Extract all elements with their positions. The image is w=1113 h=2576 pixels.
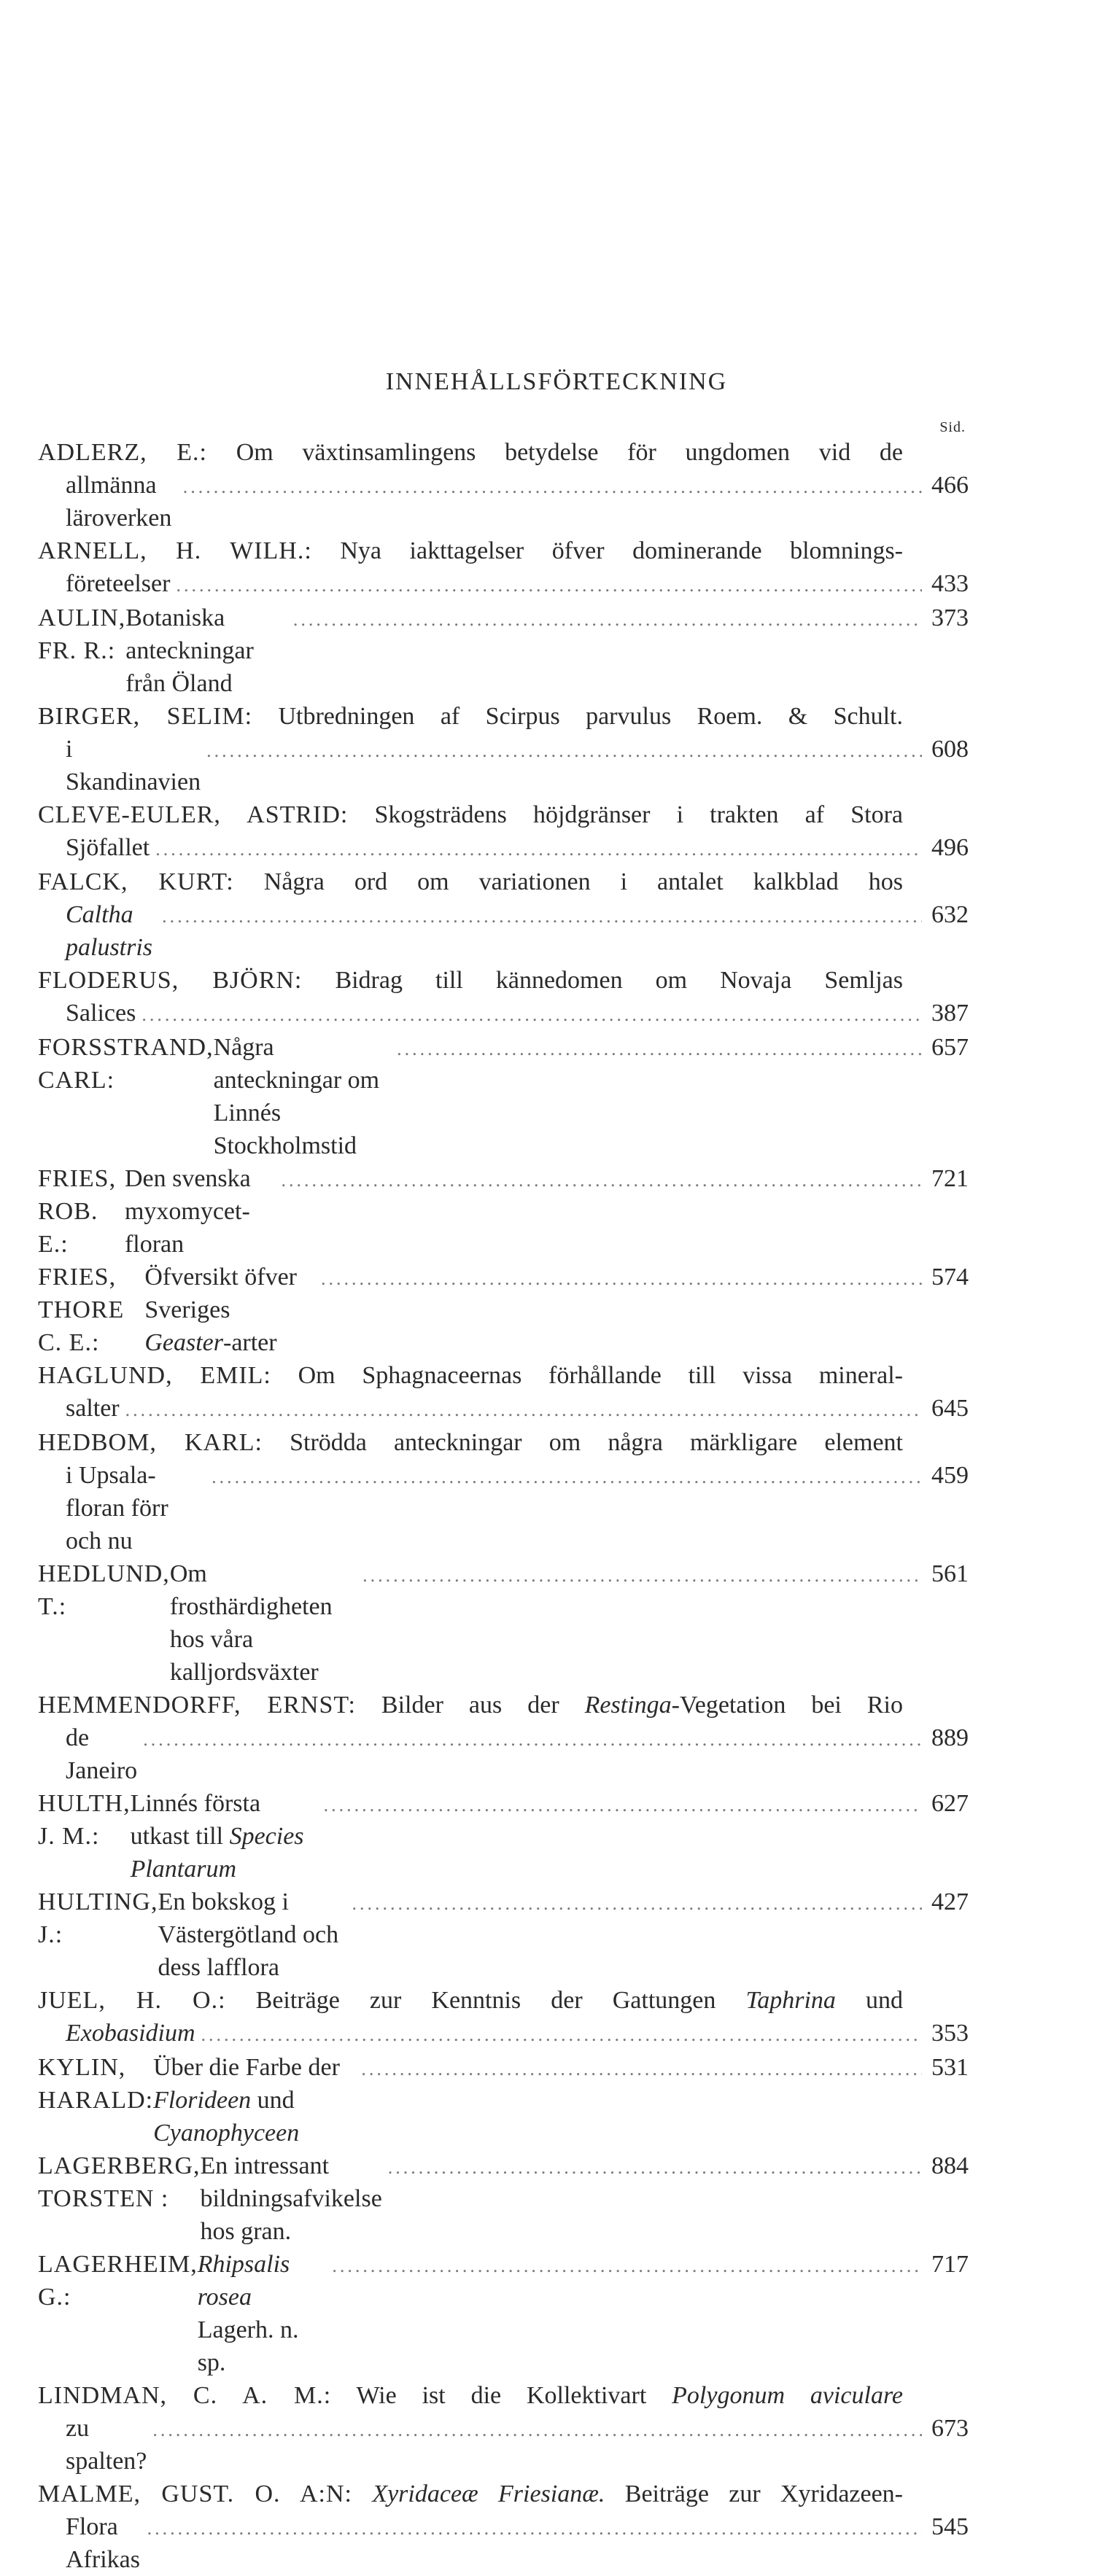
entry-text: En bokskog i Västergötland och dess lafflora bbox=[158, 1888, 339, 1981]
page-column-label: Sid. bbox=[939, 419, 966, 435]
entry-line bbox=[38, 2149, 969, 2248]
entry-text: Salices bbox=[66, 1000, 136, 1027]
entry-text: Exobasidium bbox=[66, 2020, 195, 2047]
entry-text: Restinga bbox=[584, 1692, 672, 1719]
toc-entry bbox=[38, 1689, 969, 1787]
entry-line bbox=[38, 2478, 969, 2510]
entry-line bbox=[38, 469, 969, 534]
dot-leader bbox=[143, 1723, 922, 1756]
entry-title bbox=[131, 1787, 318, 1886]
entry-text: Xyridaceæ Friesianæ. bbox=[372, 2480, 605, 2507]
entry-author: LAGERHEIM, G.: bbox=[38, 2251, 198, 2311]
entry-title bbox=[198, 2248, 327, 2379]
entry-text: Öfversikt öfver Sveriges bbox=[144, 1264, 297, 1323]
entry-text: företeelser bbox=[66, 570, 171, 597]
entry-text: Über die Farbe der bbox=[153, 2054, 340, 2081]
entry-line bbox=[38, 1689, 969, 1721]
entry-text: -Vegetation bei Rio bbox=[671, 1692, 904, 1719]
entry-author: HEDLUND, T.: bbox=[38, 1560, 170, 1620]
dot-leader bbox=[141, 998, 922, 1031]
page-title: INNEHÅLLSFÖRTECKNING bbox=[385, 368, 728, 395]
entry-title bbox=[144, 1261, 315, 1359]
entry-author: BIRGER, SELIM: bbox=[38, 703, 253, 730]
entry-text: i Skandinavien bbox=[66, 736, 201, 795]
entry-line bbox=[38, 2379, 969, 2412]
entry-title bbox=[214, 1031, 392, 1162]
entry-author: HULTH, J. M.: bbox=[38, 1790, 131, 1850]
entry-title bbox=[372, 2480, 903, 2507]
entry-page-number: 889 bbox=[931, 1724, 969, 1751]
entry-page-number: 884 bbox=[931, 2152, 969, 2179]
entry-line bbox=[38, 865, 969, 898]
toc-entry bbox=[38, 2149, 969, 2248]
entry-text: -arter bbox=[223, 1329, 277, 1356]
toc-entry bbox=[38, 534, 969, 602]
entry-line bbox=[38, 2051, 969, 2149]
toc-entry bbox=[38, 1787, 969, 1886]
entry-author: LINDMAN, C. A. M.: bbox=[38, 2382, 332, 2409]
entry-title bbox=[125, 1162, 275, 1261]
entry-text: Taphrina bbox=[745, 1987, 836, 2014]
entry-text: Caltha palustris bbox=[66, 901, 153, 961]
entry-text: zu spalten? bbox=[66, 2415, 147, 2475]
dot-leader bbox=[162, 900, 922, 933]
entry-line bbox=[38, 2412, 969, 2478]
entry-title-continued bbox=[66, 733, 201, 798]
entry-text: salter bbox=[66, 1395, 120, 1422]
entry-page-number: 387 bbox=[931, 1000, 969, 1027]
toc-entry bbox=[38, 798, 969, 865]
dot-leader bbox=[183, 470, 922, 503]
entry-author: JUEL, H. O.: bbox=[38, 1987, 226, 2014]
entry-line bbox=[38, 1426, 969, 1459]
toc-entry bbox=[38, 700, 969, 798]
dot-leader bbox=[321, 1262, 922, 1295]
entry-title bbox=[381, 1692, 903, 1719]
entry-line bbox=[38, 1984, 969, 2017]
entry-text: En intressant bildningsafvikelse hos gran. bbox=[200, 2152, 382, 2245]
entry-text: Linnés första utkast till bbox=[130, 1790, 261, 1850]
toc-entry bbox=[38, 1984, 969, 2051]
toc-entry bbox=[38, 1359, 969, 1426]
entry-author: FLODERUS, BJÖRN: bbox=[38, 967, 303, 994]
entry-page-number: 673 bbox=[931, 2415, 969, 2442]
toc-entry bbox=[38, 1426, 969, 1557]
toc-entry bbox=[38, 1031, 969, 1162]
entry-line bbox=[38, 1721, 969, 1787]
entry-author: ADLERZ, E.: bbox=[38, 439, 208, 466]
entry-text: und bbox=[835, 1987, 904, 2014]
entry-text: Geaster bbox=[144, 1329, 223, 1356]
dot-leader bbox=[293, 603, 922, 636]
entry-page-number: 531 bbox=[931, 2054, 969, 2081]
entry-line bbox=[38, 831, 969, 865]
entry-text: i Upsala-floran förr och nu bbox=[66, 1462, 168, 1554]
entry-line bbox=[38, 2248, 969, 2379]
toc-entry bbox=[38, 865, 969, 964]
entry-line bbox=[38, 964, 969, 997]
entry-page-number: 721 bbox=[931, 1165, 969, 1192]
entry-title: Skogsträdens höjdgränser i trakten af Stora bbox=[374, 801, 903, 828]
entry-title-continued bbox=[66, 898, 156, 964]
entry-line bbox=[38, 436, 969, 469]
entry-title bbox=[125, 602, 287, 700]
entry-text: Bilder aus der bbox=[381, 1692, 585, 1719]
entry-page-number: 373 bbox=[931, 604, 969, 631]
entry-title-continued bbox=[66, 1392, 120, 1425]
entry-line bbox=[38, 2017, 969, 2051]
entry-line bbox=[38, 1162, 969, 1261]
entry-text: Sjöfallet bbox=[66, 834, 150, 861]
entry-page-number: 433 bbox=[931, 570, 969, 597]
toc-entry bbox=[38, 1886, 969, 1984]
entry-author: FRIES, ROB. E.: bbox=[38, 1165, 117, 1258]
entry-line bbox=[38, 1557, 969, 1689]
toc-entry bbox=[38, 964, 969, 1031]
entry-author: FALCK, KURT: bbox=[38, 868, 234, 895]
entry-page-number: 459 bbox=[931, 1462, 969, 1489]
entry-page-number: 466 bbox=[931, 472, 969, 499]
dot-leader bbox=[212, 1460, 922, 1493]
entry-page-number: 717 bbox=[931, 2251, 969, 2278]
entry-text: Botaniska anteckningar från Öland bbox=[125, 604, 254, 697]
entry-title bbox=[256, 1987, 903, 2014]
entry-title bbox=[170, 1557, 357, 1689]
entry-title-continued bbox=[66, 831, 150, 864]
toc-entry bbox=[38, 436, 969, 534]
entry-title bbox=[356, 2382, 903, 2409]
entry-line bbox=[38, 1886, 969, 1984]
entry-text: Florideen bbox=[153, 2087, 252, 2114]
entry-author: HEDBOM, KARL: bbox=[38, 1429, 263, 1456]
dot-leader bbox=[361, 2052, 922, 2085]
entry-text: Några anteckningar om Linnés Stockholmstid bbox=[213, 1034, 380, 1159]
entry-text: Flora Afrikas bbox=[66, 2513, 140, 2573]
entry-author: HEMMENDORFF, ERNST: bbox=[38, 1692, 356, 1719]
entry-title-continued bbox=[66, 2017, 195, 2050]
entry-page-number: 545 bbox=[931, 2513, 969, 2540]
entry-title-continued bbox=[66, 2510, 141, 2576]
entry-text: Rhipsalis rosea bbox=[197, 2251, 290, 2311]
table-of-contents bbox=[38, 436, 969, 2576]
toc-entry bbox=[38, 2478, 969, 2576]
entry-page-number: 496 bbox=[931, 834, 969, 861]
toc-entry bbox=[38, 1162, 969, 1261]
entry-text: Den svenska myxomycet-floran bbox=[124, 1165, 251, 1258]
entry-title: Några ord om variationen i antalet kalkblad hos bbox=[263, 868, 904, 895]
toc-entry bbox=[38, 2051, 969, 2149]
entry-title bbox=[158, 1886, 346, 1984]
dot-leader bbox=[152, 2413, 922, 2446]
entry-line bbox=[38, 534, 969, 567]
entry-text: allmänna läroverken bbox=[66, 472, 172, 532]
entry-page-number: 657 bbox=[931, 1034, 969, 1061]
dot-leader bbox=[281, 1164, 922, 1196]
entry-author: MALME, GUST. O. A:N: bbox=[38, 2480, 352, 2507]
entry-title-continued bbox=[66, 2412, 147, 2478]
entry-text: Beiträge zur Xyridazeen- bbox=[605, 2480, 904, 2507]
entry-title-continued bbox=[66, 469, 177, 534]
entry-title: Om Sphagnaceernas förhållande till vissa mineral- bbox=[298, 1362, 903, 1389]
entry-page-number: 645 bbox=[931, 1395, 969, 1422]
entry-text: Species Plantarum bbox=[130, 1823, 304, 1883]
dot-leader bbox=[397, 1032, 922, 1065]
entry-title: Nya iakttagelser öfver dominerande blomnings- bbox=[340, 537, 903, 564]
dot-leader bbox=[324, 1789, 922, 1821]
entry-title-continued bbox=[66, 567, 170, 600]
entry-text: Cyanophyceen bbox=[153, 2120, 300, 2147]
entry-author: FRIES, THORE C. E.: bbox=[38, 1264, 125, 1356]
entry-title bbox=[201, 2149, 382, 2248]
entry-page-number: 632 bbox=[931, 901, 969, 928]
entry-author: CLEVE-EULER, ASTRID: bbox=[38, 801, 349, 828]
entry-page-number: 627 bbox=[931, 1790, 969, 1817]
entry-text: Beiträge zur Kenntnis der Gattungen bbox=[255, 1987, 746, 2014]
dot-leader bbox=[332, 2249, 922, 2282]
entry-page-number: 427 bbox=[931, 1888, 969, 1915]
dot-leader bbox=[201, 2018, 922, 2051]
dot-leader bbox=[352, 1887, 922, 1920]
toc-entry bbox=[38, 1557, 969, 1689]
entry-title-continued bbox=[66, 997, 136, 1030]
entry-author: LAGERBERG, TORSTEN : bbox=[38, 2152, 201, 2212]
entry-line bbox=[38, 602, 969, 700]
entry-page-number: 353 bbox=[931, 2020, 969, 2047]
entry-author: ARNELL, H. WILH.: bbox=[38, 537, 312, 564]
toc-entry bbox=[38, 602, 969, 700]
entry-title bbox=[153, 2051, 355, 2149]
entry-author: HAGLUND, EMIL: bbox=[38, 1362, 271, 1389]
entry-text: Om frosthärdigheten hos våra kalljordsväxter bbox=[169, 1560, 333, 1686]
entry-title: Utbredningen af Scirpus parvulus Roem. & Schult. bbox=[278, 703, 903, 730]
entry-text: Polygonum aviculare bbox=[672, 2382, 904, 2409]
toc-entry bbox=[38, 1261, 969, 1359]
dot-leader bbox=[388, 2151, 922, 2184]
toc-entry bbox=[38, 2248, 969, 2379]
entry-line bbox=[38, 2510, 969, 2576]
entry-line bbox=[38, 898, 969, 964]
entry-title: Om växtinsamlingens betydelse för ungdomen vid de bbox=[236, 439, 903, 466]
entry-line bbox=[38, 733, 969, 798]
entry-author: FORSSTRAND, CARL: bbox=[38, 1034, 214, 1094]
entry-line bbox=[38, 1787, 969, 1886]
entry-author: AULIN, FR. R.: bbox=[38, 604, 126, 664]
dot-leader bbox=[176, 569, 922, 602]
dot-leader bbox=[362, 1559, 922, 1592]
toc-entry bbox=[38, 2379, 969, 2478]
entry-title: Bidrag till kännedomen om Novaja Semljas bbox=[335, 967, 903, 994]
entry-line bbox=[38, 1031, 969, 1162]
entry-line bbox=[38, 997, 969, 1031]
entry-title-continued bbox=[66, 1721, 137, 1787]
dot-leader bbox=[147, 2512, 922, 2545]
entry-page-number: 561 bbox=[931, 1560, 969, 1587]
entry-line bbox=[38, 1261, 969, 1359]
entry-line bbox=[38, 1392, 969, 1426]
entry-line bbox=[38, 700, 969, 733]
entry-page-number: 608 bbox=[931, 736, 969, 763]
entry-line bbox=[38, 798, 969, 831]
entry-author: KYLIN, HARALD: bbox=[38, 2054, 154, 2114]
entry-line bbox=[38, 567, 969, 602]
entry-author: HULTING, J.: bbox=[38, 1888, 158, 1948]
entry-text: Wie ist die Kollektivart bbox=[356, 2382, 672, 2409]
entry-line bbox=[38, 1459, 969, 1557]
dot-leader bbox=[206, 734, 922, 767]
entry-line bbox=[38, 1359, 969, 1392]
entry-page-number: 574 bbox=[931, 1264, 969, 1291]
dot-leader bbox=[125, 1393, 922, 1426]
entry-text: und bbox=[251, 2087, 295, 2114]
dot-leader bbox=[155, 833, 922, 865]
entry-text: Lagerh. n. sp. bbox=[197, 2316, 299, 2376]
entry-title-continued bbox=[66, 1459, 206, 1557]
entry-text: de Janeiro bbox=[66, 1724, 138, 1784]
entry-title: Strödda anteckningar om några märkligare element bbox=[290, 1429, 903, 1456]
